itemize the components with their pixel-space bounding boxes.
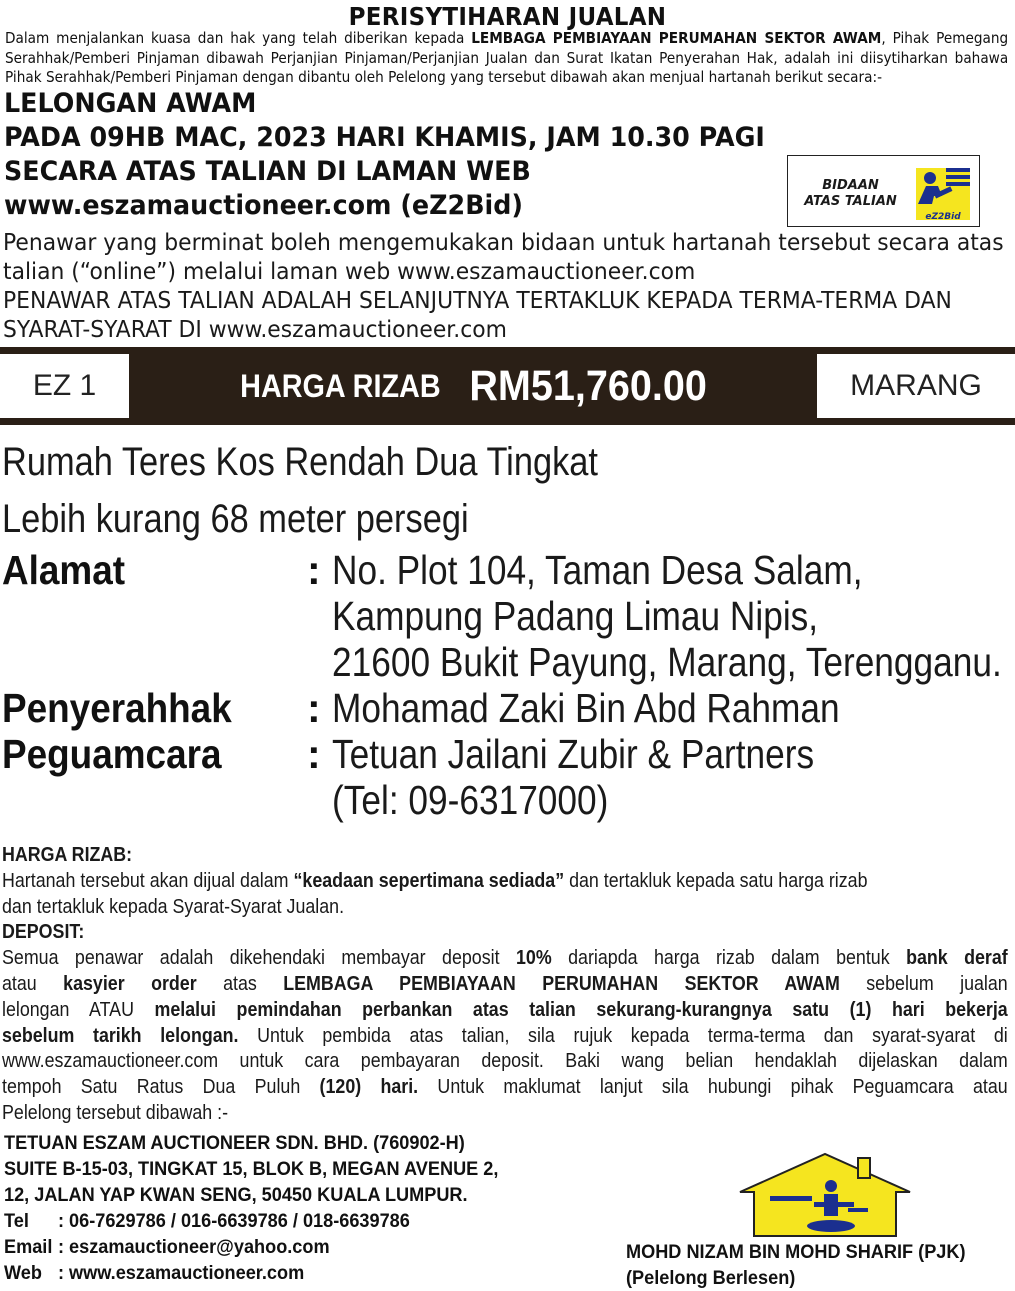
deposit-line-5: www.eszamauctioneer.com untuk cara pembayaran deposit. Baki wang belian hendaklah dijelaskan dalam xyxy=(2,1049,1008,1073)
deposit-heading: DEPOSIT: xyxy=(2,920,85,944)
reserve-line-1: Hartanah tersebut akan dijual dalam “keadaan sepertimana sediada” dan tertakluk kepada satu harga rizab xyxy=(2,868,868,892)
auctioneer-tel-row: Tel : 06-7629786 / 016-6639786 / 018-6639786 xyxy=(4,1210,410,1232)
auctioneer-address-1: SUITE B-15-03, TINGKAT 15, BLOK B, MEGAN AVENUE 2, xyxy=(4,1158,499,1180)
auctioneer-address-2: 12, JALAN YAP KWAN SENG, 50450 KUALA LUMPUR. xyxy=(4,1184,468,1206)
terms-section xyxy=(2,842,1008,1126)
assignor-name: Mohamad Zaki Bin Abd Rahman xyxy=(332,685,840,731)
ez2bid-logo-icon xyxy=(912,164,974,222)
solicitor-colon: : xyxy=(307,731,321,777)
online-bidding-badge xyxy=(787,155,980,227)
deposit-line-3: lelongan ATAU melalui pemindahan perbankan atas talian sekurang-kurangnya satu (1) hari bekerja xyxy=(2,997,1008,1021)
online-info-line-1: Penawar yang berminat boleh mengemukakan bidaan untuk hartanah tersebut secara atas xyxy=(3,230,1004,256)
deposit-line-1: Semua penawar adalah dikehendaki membayar deposit 10% dariapda harga rizab dalam bentuk bank deraf xyxy=(2,946,1008,970)
solicitor-tel: (Tel: 09-6317000) xyxy=(332,777,609,823)
auction-date: PADA 09HB MAC, 2023 HARI KHAMIS, JAM 10.30 PAGI xyxy=(4,122,765,153)
auctioneer-tel: : 06-7629786 / 016-6639786 / 018-6639786 xyxy=(57,1210,410,1232)
notice-intro xyxy=(5,29,1008,88)
reserve-price xyxy=(129,354,817,418)
ez2bid-logo-text: eZ2Bid xyxy=(925,212,961,222)
auction-type: LELONGAN AWAM xyxy=(4,88,257,119)
reserve-heading: HARGA RIZAB: xyxy=(2,843,133,866)
online-terms-line-2: SYARAT-SYARAT DI www.eszamauctioneer.com xyxy=(3,317,507,343)
auctioneer-web: : www.eszamauctioneer.com xyxy=(57,1262,305,1284)
licensed-auctioneer-name: MOHD NIZAM BIN MOHD SHARIF (PJK) xyxy=(626,1241,966,1263)
auctioneer-house-logo-icon xyxy=(736,1148,914,1238)
address-line-3: 21600 Bukit Payung, Marang, Terengganu. xyxy=(332,639,1002,685)
address-line-1: No. Plot 104, Taman Desa Salam, xyxy=(332,547,863,593)
licensed-auctioneer-title: (Pelelong Berlesen) xyxy=(626,1267,796,1289)
solicitor-name: Tetuan Jailani Zubir & Partners xyxy=(332,731,815,777)
deposit-line-7: Pelelong tersebut dibawah :- xyxy=(2,1100,229,1124)
property-size: Lebih kurang 68 meter persegi xyxy=(2,497,469,541)
deposit-line-6: tempoh Satu Ratus Dua Puluh (120) hari. Untuk maklumat lanjut sila hubungi pihak Peguamcara atau xyxy=(2,1075,1008,1099)
auction-website: www.eszamauctioneer.com (eZ2Bid) xyxy=(4,190,524,221)
property-type: Rumah Teres Kos Rendah Dua Tingkat xyxy=(2,440,598,484)
online-bidding-label: BIDAAN ATAS TALIAN xyxy=(804,178,897,209)
auctioneer-details xyxy=(4,1130,498,1286)
licensed-auctioneer xyxy=(626,1239,966,1291)
notice-title: PERISYTIHARAN JUALAN xyxy=(348,2,667,31)
solicitor-label: Peguamcara xyxy=(2,731,222,777)
deposit-line-4: sebelum tarikh lelongan. Untuk pembida atas talian, sila rujuk kepada terma-terma dan syarat-syarat di xyxy=(2,1023,1008,1047)
online-terms-line-1: PENAWAR ATAS TALIAN ADALAH SELANJUTNYA TERTAKLUK KEPADA TERMA-TERMA DAN xyxy=(3,288,952,314)
reserve-price-label: HARGA RIZAB xyxy=(239,367,441,404)
district: MARANG xyxy=(817,354,1015,418)
reserve-line-2: dan tertakluk kepada Syarat-Syarat Jualan. xyxy=(2,894,345,918)
intro-text-1: Dalam menjalankan kuasa dan hak yang telah diberikan kepada xyxy=(5,29,472,47)
reserve-price-value: RM51,760.00 xyxy=(469,361,708,410)
auctioneer-email: : eszamauctioneer@yahoo.com xyxy=(57,1236,330,1258)
address-colon: : xyxy=(307,547,321,593)
online-info-line-2: talian (“online”) melalui laman web www.eszamauctioneer.com xyxy=(3,259,696,285)
auctioneer-web-row: Web : www.eszamauctioneer.com xyxy=(4,1262,305,1284)
assignor-label: Penyerahhak xyxy=(2,685,232,731)
lot-code: EZ 1 xyxy=(0,354,129,418)
assignor-colon: : xyxy=(307,685,321,731)
auctioneer-email-row: Email : eszamauctioneer@yahoo.com xyxy=(4,1236,330,1258)
deposit-line-2: atau kasyier order atas LEMBAGA PEMBIAYAAN PERUMAHAN SEKTOR AWAM sebelum jualan xyxy=(2,971,1008,995)
auctioneer-name: TETUAN ESZAM AUCTIONEER SDN. BHD. (760902-H) xyxy=(4,1132,465,1154)
address-label: Alamat xyxy=(2,547,126,593)
address-line-2: Kampung Padang Limau Nipis, xyxy=(332,593,819,639)
intro-body-name: LEMBAGA PEMBIAYAAN PERUMAHAN SEKTOR AWAM xyxy=(471,29,882,47)
auction-mode: SECARA ATAS TALIAN DI LAMAN WEB xyxy=(4,156,531,187)
intro-text-2: , Pihak Pemegang Serahhak/Pemberi Pinjaman dibawah Perjanjian Pinjaman/Perjanjian Jualan dan Surat Ikatan Penyerahan Hak, adalah ini diisytiharkan bahawa Pihak Serahhak/Pemberi Pinjaman dengan dibantu oleh Pelelong yang tersebut dibawah akan menjual hartanah berikut secara:- xyxy=(5,29,1009,86)
